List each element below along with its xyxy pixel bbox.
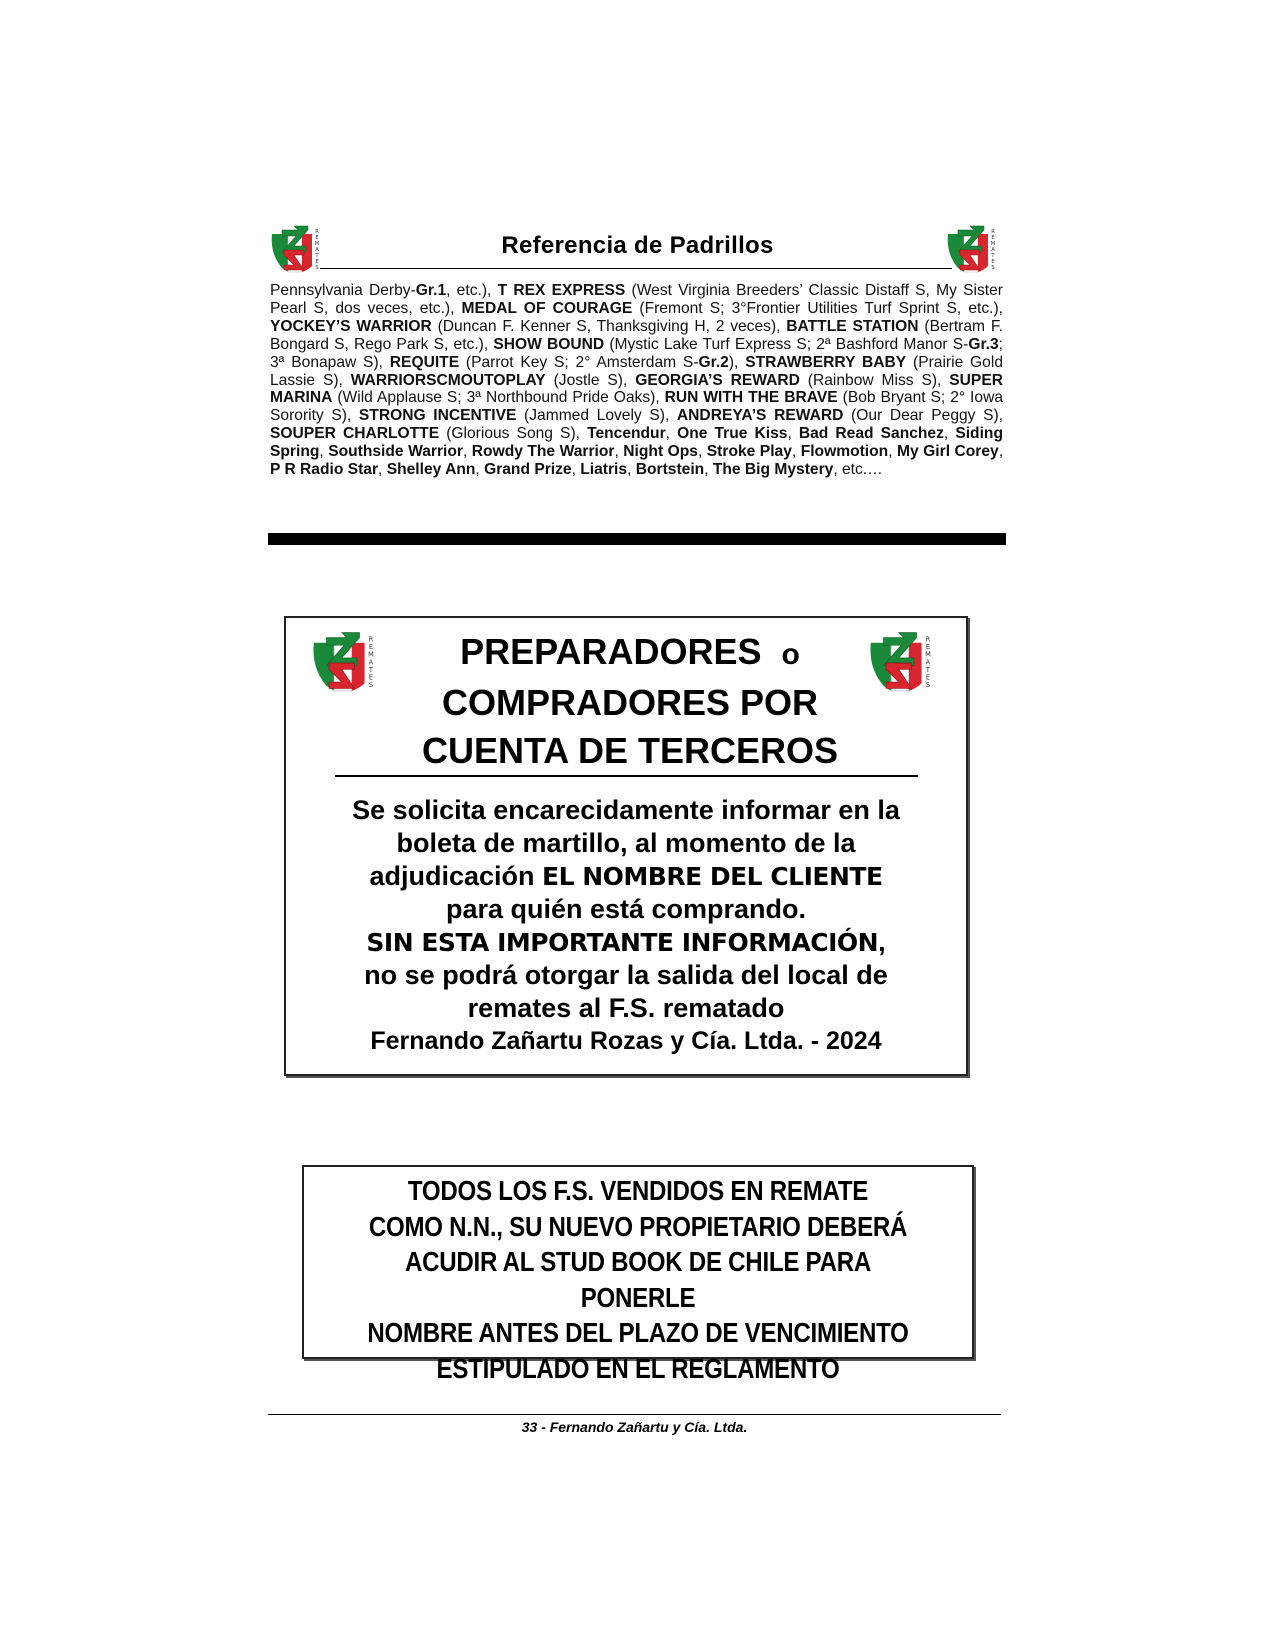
svg-text:E: E <box>991 235 995 241</box>
footer-divider <box>268 1414 1001 1415</box>
horse-name: Night Ops <box>623 443 698 461</box>
horse-name: GEORGIA’S REWARD <box>635 371 800 389</box>
notice-title-connector: o <box>781 638 800 671</box>
reference-text: (Bob Bryant S; 2° Iowa Sorority S), <box>270 389 1003 425</box>
reference-text: , <box>943 425 956 443</box>
horse-name: Bortstein <box>635 461 705 479</box>
reference-text: (Jostle S), <box>545 371 636 389</box>
svg-text:T: T <box>315 253 319 259</box>
reference-text: (Glorious Song S), <box>439 425 588 443</box>
notice-signature: Fernando Zañartu Rozas y Cía. Ltda. - 2024 <box>370 1027 882 1055</box>
reference-text: (West Virginia Breeders’ Classic Distaff S, My Sister Pearl S, dos veces, etc.), <box>270 282 1003 317</box>
reference-text: (Wild Applause S; 3ª Northbound Pride Oaks), <box>332 389 665 407</box>
page-footer: 33 - Fernando Zañartu y Cía. Ltda. <box>521 1419 748 1435</box>
reference-text: ), <box>728 353 746 371</box>
notice-line: no se podrá otorgar la salida del local de <box>364 960 888 990</box>
reference-text: (Bertram F. Bongard S, Rego Park S, etc.), <box>270 317 1003 353</box>
svg-text:S: S <box>925 681 931 690</box>
notice-line-text: , <box>878 927 886 957</box>
svg-text:A: A <box>368 658 374 667</box>
horse-name: Gr.1 <box>415 282 447 299</box>
zz-remates-logo-icon <box>268 224 322 276</box>
horse-name: Gr.2 <box>698 353 729 371</box>
reference-text: (Fremont S; 3°Frontier Utilities Turf Sprint S, etc.), <box>632 299 1003 317</box>
reference-text: , <box>697 443 707 461</box>
reference-text: , <box>462 443 472 461</box>
svg-text:E: E <box>991 259 995 265</box>
reference-text: , <box>614 443 624 461</box>
reference-text: (Parrot Key S; 2° Amsterdam S- <box>459 353 699 371</box>
reference-text: , <box>319 443 329 461</box>
notice-line <box>300 926 952 959</box>
svg-text:M: M <box>925 650 931 659</box>
horse-name: WARRIORSCMOUTOPLAY <box>350 371 546 389</box>
horse-name: Shelley Ann <box>386 461 476 479</box>
section-divider <box>268 533 1006 545</box>
horse-name: Flowmotion <box>800 443 889 461</box>
horse-name: One True Kiss <box>677 425 788 443</box>
page-title: Referencia de Padrillos <box>501 232 774 259</box>
client-name-emphasis: EL NOMBRE DEL CLIENTE <box>542 862 883 891</box>
reference-text: , <box>378 461 387 479</box>
notice-divider <box>335 775 918 777</box>
reference-text: , etc.), <box>446 282 498 299</box>
horse-name: Rowdy The Warrior <box>471 443 615 461</box>
reference-text: , <box>627 461 636 479</box>
horse-name: SHOW BOUND <box>493 335 605 353</box>
horse-name: BATTLE STATION <box>786 317 919 335</box>
important-info-emphasis: SIN ESTA IMPORTANTE INFORMACIÓN <box>366 928 879 957</box>
notice-line: para quién está comprando. <box>445 894 807 924</box>
notice-line <box>300 860 952 893</box>
horse-name: STRONG INCENTIVE <box>358 407 517 425</box>
horse-name: Stroke Play <box>706 443 792 461</box>
reference-text: , <box>998 443 1004 461</box>
horse-name: YOCKEY’S WARRIOR <box>270 317 432 335</box>
horse-name: MEDAL OF COURAGE <box>461 299 633 317</box>
notice-title-line: PREPARADORES <box>460 631 762 672</box>
horse-name: RUN WITH THE BRAVE <box>664 389 838 407</box>
horse-name: SOUPER CHARLOTTE <box>270 425 440 443</box>
svg-text:T: T <box>991 253 995 259</box>
horse-name: STRAWBERRY BABY <box>745 353 907 371</box>
horse-name: ANDREYA’S REWARD <box>676 407 844 425</box>
reference-text: , <box>787 425 799 443</box>
svg-text:S: S <box>991 265 995 271</box>
nn-notice-line: ESTIPULADO EN EL REGLAMENTO <box>436 1352 840 1384</box>
horse-name: P R Radio Star <box>270 461 379 479</box>
reference-text: , <box>704 461 713 479</box>
notice-title <box>390 628 870 775</box>
zz-remates-logo-icon <box>308 630 378 696</box>
notice-line: Se solicita encarecidamente informar en la <box>352 795 900 825</box>
horse-name: Grand Prize <box>484 461 572 479</box>
horse-name: Siding Spring <box>270 425 1003 461</box>
horse-name: The Big Mystery <box>712 461 834 479</box>
reference-text: (Our Dear Peggy S), <box>843 407 1004 425</box>
reference-text: , <box>791 443 801 461</box>
reference-text: , <box>571 461 581 479</box>
horse-name: Liatris <box>580 461 628 479</box>
svg-text:R: R <box>368 635 374 644</box>
svg-text:R: R <box>925 635 931 644</box>
svg-text:E: E <box>315 235 319 241</box>
nn-notice-line: ACUDIR AL STUD BOOK DE CHILE PARA PONERLE <box>405 1246 871 1313</box>
svg-text:E: E <box>315 259 319 265</box>
svg-text:S: S <box>368 681 374 690</box>
svg-text:R: R <box>315 229 319 235</box>
reference-text: , <box>475 461 485 479</box>
svg-text:M: M <box>368 650 374 659</box>
horse-name: Bad Read Sanchez <box>798 425 944 443</box>
horse-name: Tencendur <box>587 425 666 443</box>
reference-text: ; 3ª Bonapaw S), <box>270 335 1003 371</box>
notice-title-line: CUENTA DE TERCEROS <box>421 730 839 771</box>
svg-text:E: E <box>925 643 931 652</box>
svg-text:A: A <box>315 247 319 253</box>
reference-text: Pennsylvania Derby- <box>270 282 416 299</box>
reference-text: , <box>665 425 678 443</box>
reference-text: (Mystic Lake Turf Express S; 2ª Bashford Manor S- <box>604 335 969 353</box>
reference-text: (Jammed Lovely S), <box>516 407 677 425</box>
svg-text:M: M <box>990 241 996 247</box>
notice-body <box>300 794 952 1058</box>
notice-line: remates al F.S. rematado <box>467 993 785 1023</box>
nn-notice-line: COMO N.N., SU NUEVO PROPIETARIO DEBERÁ <box>368 1210 908 1242</box>
zz-remates-logo-icon <box>944 224 998 276</box>
reference-text: (Duncan F. Kenner S, Thanksgiving H, 2 veces), <box>431 317 787 335</box>
svg-text:A: A <box>925 658 931 667</box>
reference-text: , <box>888 443 898 461</box>
svg-text:M: M <box>314 241 320 247</box>
horse-name: T REX EXPRESS <box>497 282 626 299</box>
svg-text:E: E <box>368 643 374 652</box>
zz-remates-logo-icon <box>865 630 935 696</box>
svg-text:T: T <box>368 665 373 674</box>
reference-text: , etc.… <box>833 461 883 479</box>
notice-title-line: COMPRADORES POR <box>441 682 819 723</box>
svg-text:T: T <box>925 665 930 674</box>
svg-text:S: S <box>315 265 319 271</box>
svg-text:R: R <box>991 229 995 235</box>
svg-text:E: E <box>925 673 931 682</box>
notice-line-text: adjudicación <box>369 861 542 891</box>
sire-reference-paragraph <box>270 282 1003 479</box>
horse-name: SUPER MARINA <box>270 371 1003 407</box>
reference-text: (Rainbow Miss S), <box>799 371 950 389</box>
reference-text: (Prairie Gold Lassie S), <box>270 353 1003 389</box>
nn-notice-text <box>349 1173 927 1386</box>
svg-text:A: A <box>991 247 995 253</box>
horse-name: REQUITE <box>389 353 460 371</box>
header-divider <box>320 268 952 269</box>
horse-name: Gr.3 <box>968 335 999 353</box>
horse-name: Southside Warrior <box>328 443 463 461</box>
horse-name: My Girl Corey <box>897 443 999 461</box>
svg-text:E: E <box>368 673 374 682</box>
nn-notice-line: NOMBRE ANTES DEL PLAZO DE VENCIMIENTO <box>367 1317 909 1348</box>
nn-notice-line: TODOS LOS F.S. VENDIDOS EN REMATE <box>407 1175 869 1206</box>
notice-line: boleta de martillo, al momento de la <box>396 828 856 858</box>
